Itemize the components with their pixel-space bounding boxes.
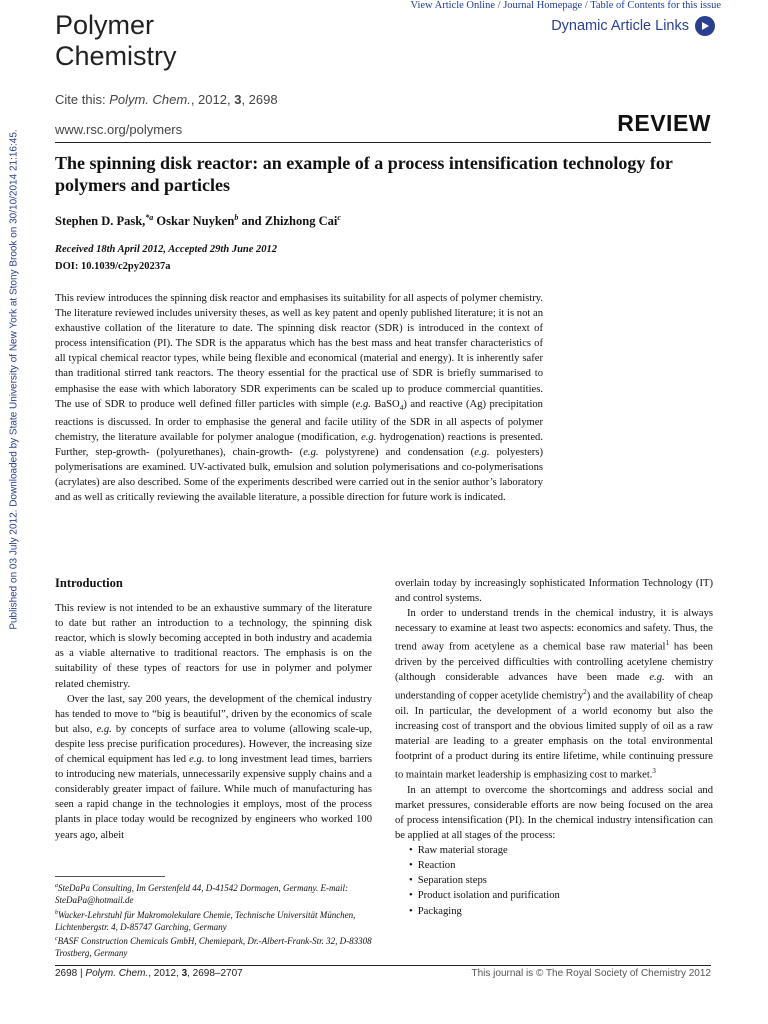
cite-volume: 3 (234, 92, 242, 107)
author-name: and Zhizhong Cai (238, 214, 338, 229)
cite-year: , 2012, (190, 92, 235, 107)
view-article-online-link[interactable]: View Article Online (410, 0, 496, 11)
abstract-subscript: 4 (399, 402, 404, 412)
paragraph: This review is not intended to be an exhaustive summary of the literature to date but rather an introduction to a technology, the spinning disk reactor, which is slowly becoming accepted in both industry and academia as a viable alternative to traditional reactors. The emphasis is on the suitability of these types of reactors for use in polymer and polymer related chemistry. (55, 603, 372, 690)
author-name: Oskar Nuyken (153, 214, 235, 229)
footer-volume: 3 (181, 968, 188, 979)
footnotes (55, 880, 373, 960)
play-arrow-icon[interactable] (695, 16, 715, 36)
author-affiliation-mark: c (337, 213, 341, 222)
footnote (55, 880, 373, 907)
footnote-mark: c (55, 936, 58, 943)
article-type-label: REVIEW (617, 110, 711, 136)
link-separator: / (495, 0, 504, 11)
download-sidebar: Published on 03 July 2012. Downloaded by State University of New York at Stony Brook on 30/10/2014 21:16:45. (8, 129, 20, 630)
article-title: The spinning disk reactor: an example of a process intensification technology for polymers and particles (55, 153, 673, 195)
abstract-text: ) and reactive (Ag) precipitation reactions is discussed. In order to emphasise the general and facile utility of the SDR in all aspects of polymer chemistry, the literature available for polymer analogue (modification, (55, 398, 543, 443)
abstract-italic: e.g. (303, 447, 319, 459)
author-affiliation-mark: *a (145, 213, 154, 222)
abstract-text: BaSO (370, 398, 400, 410)
text: In order to understand trends in the chemical industry, it is always necessary to examine at least two aspects: economics and safety. Thus, the trend away from acetylene as a chemical base raw material (395, 608, 713, 653)
list-item: • Reaction (409, 858, 713, 873)
journal-website[interactable]: www.rsc.org/polymers (55, 122, 183, 137)
footnote-mark: a (55, 883, 58, 889)
received-accepted-dates: Received 18th April 2012, Accepted 29th June 2012 (55, 244, 278, 255)
footer-left (55, 968, 243, 979)
abstract-text: polyesters) polymerisations are examined. UV-activated bulk, emulsion and solution polymerisations and co-polymerisations (acrylates) are also described. Some of the experiments described were carried out in the senior author’s laboratory and as well as critically reviewing the available literature, a possible direction for future work is indicated. (55, 447, 543, 504)
footnote-text: SteDaPa Consulting, Im Gerstenfeld 44, D-41542 Dormagen, Germany. E-mail: SteDaPa@hotmail.de (55, 883, 348, 906)
footnote-rule (55, 876, 165, 877)
reference-superscript[interactable]: 3 (652, 767, 656, 776)
footer-journal: Polym. Chem. (85, 968, 149, 979)
right-column (395, 576, 713, 919)
footnote (55, 933, 373, 960)
footnote-text: Wacker-Lehrstuhl für Makromolekulare Chemie, Technische Universität München, Lichtenbergstr. 4, D-85747 Garching, Germany (55, 909, 356, 932)
text: with an understanding of copper acetylide chemistry (395, 672, 713, 702)
dynamic-article-links[interactable] (551, 16, 715, 36)
abstract-italic: e.g. (474, 447, 490, 459)
doi[interactable]: DOI: 10.1039/c2py20237a (55, 261, 171, 272)
bullet-list (395, 843, 713, 918)
list-item: • Raw material storage (409, 843, 713, 858)
reference-superscript[interactable]: 2 (583, 688, 587, 697)
footnote-text: BASF Construction Chemicals GmbH, Chemiepark, Dr.-Albert-Frank-Str. 32, D-83308 Trostberg, Germany (55, 936, 372, 959)
abstract-text: polystyrene) and condensation ( (318, 447, 475, 459)
abstract-text: This review introduces the spinning disk reactor and emphasises its suitability for all aspects of polymer chemistry. The literature reviewed includes university theses, as well as key patent and openly published literature; it is not an exhaustive collation of the literature to date. The spinning disk reactor (SDR) is introduced in the context of process intensification (PI). The SDR is the apparatus which has the best mass and heat transfer characteristics of all typical chemical reactor types, while being flexible and economical (material and energy). It is inherently safer than traditional stirred tank reactors. The theory essential for the practical use of SDR is briefly summarised to emphasise the ease with which laboratory SDR experiments can be scaled up to produce commercial quantities. The use of SDR to produce well defined filler particles with simple ( (55, 293, 543, 410)
paragraph (395, 606, 713, 783)
abstract (55, 291, 543, 505)
footer-rule (55, 965, 711, 966)
link-separator: / (582, 0, 591, 11)
italic-text: e.g. (96, 723, 112, 735)
author-name: Stephen D. Pask, (55, 214, 146, 229)
author-affiliation-mark: b (234, 213, 239, 222)
abstract-italic: e.g. (361, 431, 377, 443)
header-rule (55, 142, 711, 143)
list-item: • Separation steps (409, 873, 713, 888)
footnote (55, 907, 373, 934)
journal-homepage-link[interactable]: Journal Homepage (503, 0, 583, 11)
footer-separator: | (77, 968, 86, 979)
italic-text: e.g. (189, 754, 205, 766)
left-column (55, 576, 372, 843)
section-heading: Introduction (55, 576, 123, 590)
text: ) and the availability of cheap oil. In particular, the development of a world economy but also the increasing cost of transport and the obvious limited supply of oil as a raw material are leading to a greater emphasis on the total environmental footprint of a product during its entire lifetime, while continuing pressure to maintain market leadership is emphasizing cost to market. (395, 690, 713, 781)
table-of-contents-link[interactable]: Table of Contents for this issue (590, 0, 721, 11)
footer-copyright: This journal is © The Royal Society of Chemistry 2012 (471, 968, 711, 979)
abstract-text: hydrogenation) reactions is presented. Further, step-growth- (polyurethanes), chain-growth- ( (55, 431, 544, 459)
text: to long investment lead times, barriers to introducing new materials, unnecessarily expensive supply chains and a considerably greater impact of failure. While much of manufacturing has seen a rapid change in the technologies it employs, most of the process plants in place today would be recognized by engineers who worked 100 years ago, albeit (55, 754, 372, 841)
italic-text: e.g. (649, 672, 665, 684)
footer-pages: , 2698–2707 (187, 968, 243, 979)
footnote-mark: b (55, 909, 58, 916)
text: by concepts of surface area to volume (allowing scale-up, despite less precise purification procedures). However, the increasing size of chemical equipment has led (55, 723, 372, 766)
citation-line (55, 92, 278, 107)
cite-page: , 2698 (241, 92, 278, 107)
top-links (411, 0, 722, 11)
cite-journal: Polym. Chem. (109, 92, 191, 107)
journal-title (55, 10, 177, 72)
paragraph (55, 692, 372, 843)
footer-year: , 2012, (148, 968, 182, 979)
paragraph: In an attempt to overcome the shortcomings and address social and market pressures, considerable efforts are now being focused on the area of process intensification (PI). In the chemical industry intensification can be applied at all stages of the process: (395, 784, 713, 842)
reference-superscript[interactable]: 1 (665, 639, 669, 648)
page-number: 2698 (55, 968, 78, 979)
author-list (55, 213, 341, 229)
list-item: • Packaging (409, 904, 713, 919)
text: Over the last, say 200 years, the development of the chemical industry has tended to move to “big is beautiful”, driven by the economics of scale but also, (55, 693, 372, 735)
dynamic-article-links-label: Dynamic Article Links (551, 18, 689, 34)
journal-title-line1: Polymer (55, 10, 155, 40)
abstract-italic: e.g. (355, 398, 371, 410)
text: has been driven by the perceived difficulties with controlling acetylene chemistry (although considerable advances have been made (395, 641, 713, 684)
paragraph: overlain today by increasingly sophisticated Information Technology (IT) and control systems. (395, 578, 713, 605)
cite-prefix: Cite this: (55, 92, 110, 107)
list-item: • Product isolation and purification (409, 888, 713, 903)
journal-title-line2: Chemistry (55, 41, 177, 71)
